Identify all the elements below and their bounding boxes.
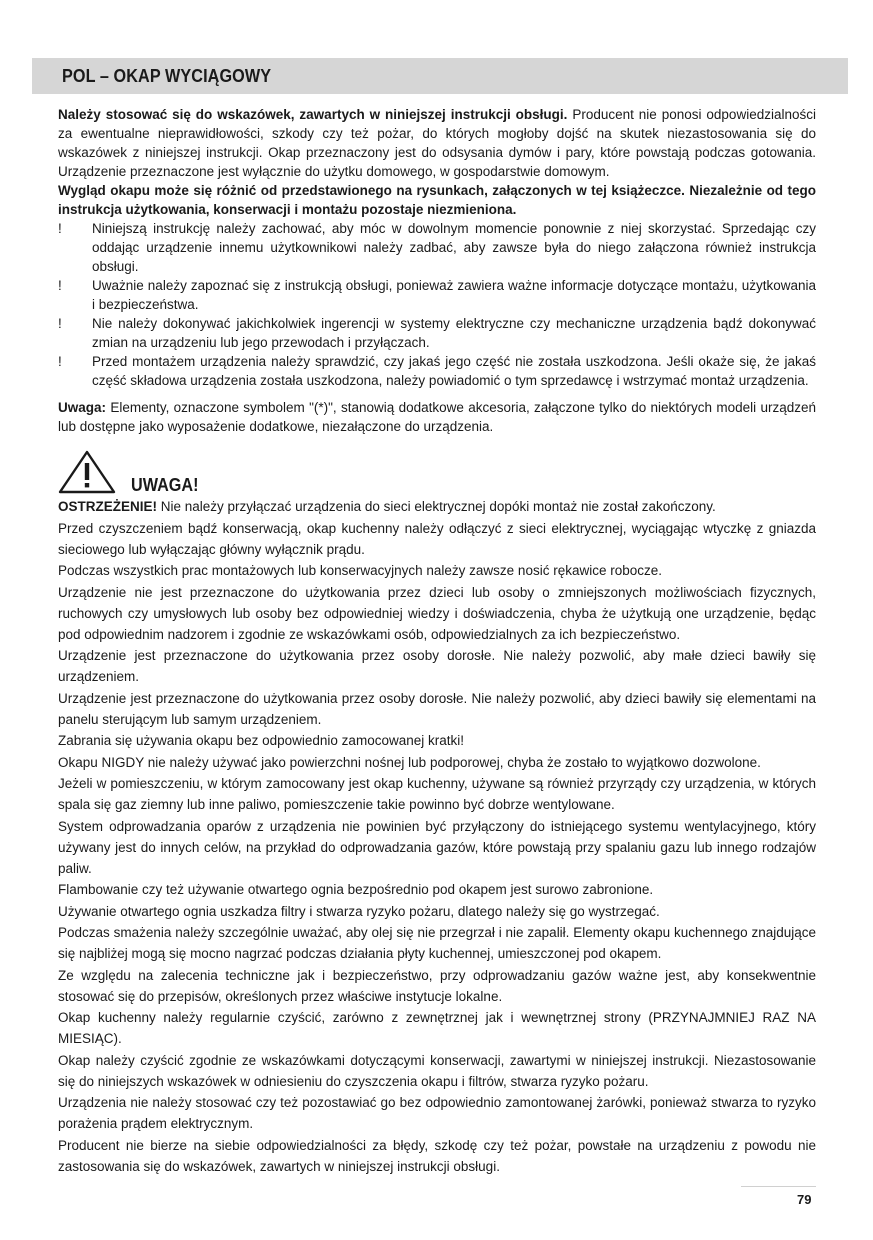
warning-paragraph: Okap należy czyścić zgodnie ze wskazówkami dotyczącymi konserwacji, zawartymi w niniejszej instrukcji. Niezastosowanie się do niniejszych wskazówek w odniesieniu do czyszczenia okapu i filtrów, stwarza ryzyko pożaru. bbox=[58, 1052, 816, 1089]
warning-triangle-icon bbox=[58, 450, 116, 494]
list-item-text: Niniejszą instrukcję należy zachować, aby móc w dowolnym momencie ponownie z niej skorzystać. Sprzedając czy oddając urządzenie innemu użytkownikowi należy zadbać, aby zawsze była do niego załączona również instrukcja obsługi. bbox=[92, 221, 816, 274]
list-item bbox=[58, 352, 816, 390]
intro-text: Producent nie ponosi odpowiedzialności za ewentualne nieprawidłowości, szkody czy też pożar, do których mogłoby dojść na skutek niezastosowania się do wskazówek z niniejszej instrukcji. Okap przeznaczony jest do odsysania dymów i pary, które powstają podczas gotowania. Urządzenie przeznaczone jest wyłącznie do użytku domowego, w gospodarstwie domowym. bbox=[58, 107, 816, 179]
intro-section bbox=[58, 105, 816, 219]
warning-paragraph: Flambowanie czy też używanie otwartego ognia bezpośrednio pod okapem jest surowo zabronione. bbox=[58, 882, 654, 897]
list-item-text: Uważnie należy zapoznać się z instrukcją obsługi, ponieważ zawiera ważne informacje dotyczące montażu, użytkowania i bezpieczeństwa. bbox=[92, 278, 816, 312]
warning-paragraph: Jeżeli w pomieszczeniu, w którym zamocowany jest okap kuchenny, używane są również przyrządy czy urządzenia, w których spala się gaz ziemny lub inne paliwo, pomieszczenie takie powinno być dobrze wentylowane. bbox=[58, 776, 816, 812]
warning-list bbox=[58, 496, 816, 1177]
page-number: 79 bbox=[797, 1192, 812, 1207]
safety-bullet-list bbox=[58, 219, 816, 390]
warning-paragraph: Używanie otwartego ognia uszkadza filtry i stwarza ryzyko pożaru, dlatego należy się go wystrzegać. bbox=[58, 903, 660, 919]
section-title: POL – OKAP WYCIĄGOWY bbox=[62, 66, 272, 86]
exclamation-mark: ! bbox=[58, 278, 62, 293]
warning-paragraph bbox=[58, 496, 816, 517]
document-body bbox=[58, 105, 816, 1177]
warning-paragraph: Podczas wszystkich prac montażowych lub konserwacyjnych należy zawsze nosić rękawice robocze. bbox=[58, 563, 662, 578]
note-text: Elementy, oznaczone symbolem "(*)", stanowią dodatkowe akcesoria, załączone tylko do niektórych modeli urządzeń lub dostępne jako wyposażenie dodatkowe, niezałączone do urządzenia. bbox=[58, 400, 816, 434]
warning-paragraph: Ze względu na zalecenia techniczne jak i bezpieczeństwo, przy odprowadzaniu gazów ważne jest, aby konsekwentnie stosować się do przepisów, określonych przez właściwe instytucje lokalne. bbox=[58, 967, 816, 1004]
warning-title: UWAGA! bbox=[131, 475, 199, 495]
list-item bbox=[58, 219, 816, 276]
intro-bold-lead: Należy stosować się do wskazówek, zawartych w niniejszej instrukcji obsługi. bbox=[58, 107, 568, 122]
warning-paragraph: System odprowadzania oparów z urządzenia nie powinien być przyłączony do istniejącego systemu wentylacyjnego, który używany jest do innych celów, na przykład do odprowadzania gazów, które powstają przy spalaniu gazu lub innego rodzajów paliw. bbox=[58, 818, 816, 876]
note-label: Uwaga: bbox=[58, 400, 107, 415]
warning-paragraph: Okap kuchenny należy regularnie czyścić, zarówno z zewnętrznej jak i wewnętrznej strony (PRZYNAJMNIEJ RAZ NA MIESIĄC). bbox=[58, 1010, 816, 1046]
warning-paragraph: Okapu NIGDY nie należy używać jako powierzchni nośnej lub podporowej, chyba że zostało to wyjątkowo dozwolone. bbox=[58, 754, 761, 770]
list-item bbox=[58, 276, 816, 314]
warning-paragraph: Producent nie bierze na siebie odpowiedzialności za błędy, szkodę czy też pożar, powstałe na urządzeniu z powodu nie zastosowania się do wskazówek, zawartych w niniejszej instrukcji obsługi. bbox=[58, 1137, 816, 1174]
footer-divider bbox=[741, 1186, 816, 1187]
list-item-text: Nie należy dokonywać jakichkolwiek ingerencji w systemy elektryczne czy mechaniczne urządzenia bądź dokonywać zmian na urządzeniu lub jego przewodach i przyłączach. bbox=[92, 316, 816, 350]
warning-paragraph: Urządzenie nie jest przeznaczone do użytkowania przez dzieci lub osoby o zmniejszonych możliwościach fizycznych, ruchowych czy umysłowych lub osoby bez odpowiedniej wiedzy i doświadczenia, chyba że użytkują one urządzenie, będąc pod odpowiednim nadzorem i zgodnie ze wskazówkami osób, odpowiedzialnych za ich bezpieczeństwo. bbox=[58, 584, 816, 642]
section-header bbox=[32, 58, 848, 94]
intro-paragraph bbox=[58, 105, 816, 181]
list-item-text: Przed montażem urządzenia należy sprawdzić, czy jakaś jego część nie została uszkodzona. Jeśli okaże się, że jakaś część składowa urządzenia została uszkodzona, należy powiadomić o tym sprzedawcę i wstrzymać montaż urządzenia. bbox=[92, 354, 816, 388]
exclamation-mark: ! bbox=[58, 316, 62, 331]
warning-paragraph: Zabrania się używania okapu bez odpowiednio zamocowanej kratki! bbox=[58, 733, 464, 748]
warning-paragraph: Urządzenie jest przeznaczone do użytkowania przez osoby dorosłe. Nie należy pozwolić, aby dzieci bawiły się elementami na panelu sterującym lub samym urządzeniem. bbox=[58, 690, 816, 727]
warning-paragraph: Przed czyszczeniem bądź konserwacją, okap kuchenny należy odłączyć z sieci elektrycznej, wyciągając wtyczkę z gniazda sieciowego lub wyłączając główny wyłącznik prądu. bbox=[58, 520, 816, 557]
exclamation-mark: ! bbox=[58, 354, 62, 369]
list-item bbox=[58, 314, 816, 352]
warning-paragraph: Podczas smażenia należy szczególnie uważać, aby olej się nie przegrzał i nie zapalił. Elementy okapu kuchennego znajdujące się najbliżej mogą się mocno nagrzać podczas działania płyty kuchennej, umieszczonej pod okapem. bbox=[58, 925, 816, 961]
accessory-note bbox=[58, 398, 816, 436]
exclamation-mark: ! bbox=[58, 221, 62, 236]
warning-paragraph: Urządzenie jest przeznaczone do użytkowania przez osoby dorosłe. Nie należy pozwolić, aby małe dzieci bawiły się urządzeniem. bbox=[58, 648, 816, 684]
appearance-notice: Wygląd okapu może się różnić od przedstawionego na rysunkach, załączonych w tej książeczce. Niezależnie od tego instrukcja użytkowania, konserwacji i montażu pozostaje niezmieniona. bbox=[58, 183, 816, 217]
warning-paragraph: Urządzenia nie należy stosować czy też pozostawiać go bez odpowiednio zamontowanej żarówki, ponieważ stwarza to ryzyko porażenia prądem elektrycznym. bbox=[58, 1095, 816, 1131]
warning-label: OSTRZEŻENIE! bbox=[58, 499, 158, 514]
warning-text: Nie należy przyłączać urządzenia do sieci elektrycznej dopóki montaż nie został zakończony. bbox=[157, 499, 716, 514]
warning-heading bbox=[58, 450, 816, 496]
